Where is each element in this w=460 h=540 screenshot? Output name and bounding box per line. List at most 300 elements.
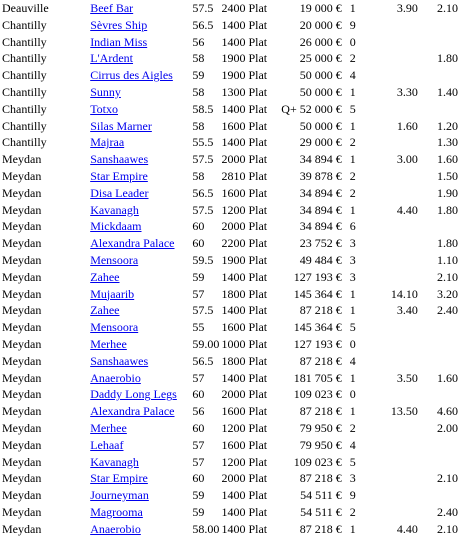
horse-cell — [90, 353, 192, 370]
table-row — [2, 235, 458, 252]
track-cell: Meydan — [2, 353, 42, 368]
rating-cell: 56.5 — [192, 17, 214, 32]
starting-price-cell — [374, 34, 428, 51]
prize-cell: 79 950 € — [299, 437, 342, 452]
horse-cell — [90, 151, 192, 168]
prize-cell: 109 023 € — [293, 387, 342, 402]
rating-cell: 58 — [192, 168, 205, 183]
track-cell: Meydan — [2, 336, 42, 351]
horse-link[interactable]: Kavanagh — [90, 454, 139, 469]
table-row — [2, 67, 458, 84]
distance-cell: 1600 Plat — [221, 320, 268, 335]
table-row — [2, 218, 458, 235]
odds-cell: 1.30 — [437, 135, 458, 150]
position-cell: 1 — [349, 84, 356, 99]
track-cell: Meydan — [2, 320, 42, 335]
distance-cell: 1600 Plat — [221, 437, 268, 452]
rating-cell: 60 — [192, 219, 205, 234]
starting-price-cell — [374, 134, 428, 151]
distance-cell: 1400 Plat — [221, 269, 268, 284]
prize-cell: 23 752 € — [299, 236, 342, 251]
position-cell: 2 — [349, 504, 356, 519]
position-cell: 2 — [349, 420, 356, 435]
position-cell: 1 — [349, 1, 356, 15]
odds-cell: 3.20 — [437, 286, 458, 301]
starting-price-cell — [374, 50, 428, 67]
rating-cell: 57.5 — [192, 202, 214, 217]
prize-cell: 54 511 € — [300, 504, 342, 519]
position-cell: 3 — [349, 269, 356, 284]
starting-price-cell — [374, 67, 428, 84]
distance-cell: 1400 Plat — [221, 101, 268, 116]
odds-cell: 1.60 — [437, 152, 458, 167]
horse-cell — [90, 470, 192, 487]
track-cell: Chantilly — [2, 34, 47, 49]
position-cell: 1 — [349, 202, 356, 217]
table-row — [2, 134, 458, 151]
position-cell: 5 — [349, 101, 356, 116]
position-cell: 5 — [349, 320, 356, 335]
rating-cell: 59 — [192, 504, 205, 519]
prize-cell: 87 218 € — [299, 471, 342, 486]
position-cell: 4 — [349, 437, 356, 452]
prize-cell: 34 894 € — [299, 202, 342, 217]
horse-cell — [90, 101, 192, 118]
horse-link[interactable]: Merhee — [90, 336, 127, 351]
track-cell: Chantilly — [2, 118, 47, 133]
position-cell: 3 — [349, 471, 356, 486]
horse-cell — [90, 185, 192, 202]
horse-link[interactable]: Anaerobio — [90, 521, 141, 536]
horse-link[interactable]: Indian Miss — [90, 34, 148, 49]
position-cell: 1 — [349, 404, 356, 419]
track-cell: Meydan — [2, 437, 42, 452]
track-cell: Meydan — [2, 488, 42, 503]
starting-price-cell — [374, 101, 428, 118]
rating-cell: 58 — [192, 84, 205, 99]
position-cell: 1 — [349, 286, 356, 301]
rating-cell: 59.5 — [192, 252, 214, 267]
odds-cell — [428, 454, 458, 471]
horse-link[interactable]: Zahee — [90, 303, 120, 318]
track-cell: Chantilly — [2, 84, 47, 99]
track-cell: Meydan — [2, 269, 42, 284]
table-row — [2, 252, 458, 269]
prize-cell: 54 511 € — [300, 488, 342, 503]
odds-cell: 2.00 — [437, 420, 458, 435]
track-cell: Chantilly — [2, 68, 47, 83]
rating-cell: 58.5 — [192, 101, 214, 116]
table-row — [2, 17, 458, 34]
horse-cell — [90, 17, 192, 34]
prize-cell: 87 218 € — [299, 303, 342, 318]
horse-link[interactable]: Star Empire — [90, 471, 148, 486]
horse-cell — [90, 269, 192, 286]
distance-cell: 1400 Plat — [221, 34, 268, 49]
starting-price-cell: 4.40 — [396, 521, 418, 536]
horse-cell — [90, 504, 192, 521]
track-cell: Meydan — [2, 252, 42, 267]
starting-price-cell — [374, 252, 428, 269]
distance-cell: 1400 Plat — [221, 17, 268, 32]
table-row — [2, 286, 458, 303]
odds-cell — [428, 487, 458, 504]
prize-cell: 50 000 € — [299, 118, 342, 133]
starting-price-cell — [374, 504, 428, 521]
race-results-table — [2, 0, 458, 538]
rating-cell: 57.5 — [192, 152, 214, 167]
rating-cell: 57 — [192, 437, 205, 452]
horse-cell — [90, 168, 192, 185]
table-row — [2, 34, 458, 51]
track-cell: Deauville — [2, 1, 49, 15]
position-cell: 1 — [349, 118, 356, 133]
rating-cell: 60 — [192, 420, 205, 435]
position-cell: 2 — [349, 51, 356, 66]
prize-cell: 87 218 € — [299, 521, 342, 536]
rating-cell: 57 — [192, 286, 205, 301]
track-cell: Chantilly — [2, 135, 47, 150]
distance-cell: 1800 Plat — [221, 286, 268, 301]
track-cell: Meydan — [2, 370, 42, 385]
distance-cell: 1400 Plat — [221, 135, 268, 150]
distance-cell: 1400 Plat — [221, 521, 268, 536]
starting-price-cell — [374, 269, 428, 286]
rating-cell: 59 — [192, 269, 205, 284]
horse-link[interactable]: Daddy Long Legs — [90, 387, 177, 402]
position-cell: 2 — [349, 185, 356, 200]
starting-price-cell — [374, 168, 428, 185]
table-row — [2, 454, 458, 471]
distance-cell: 1300 Plat — [221, 84, 268, 99]
table-row — [2, 151, 458, 168]
prize-cell: 50 000 € — [299, 68, 342, 83]
position-cell: 2 — [349, 135, 356, 150]
odds-cell — [428, 336, 458, 353]
table-row — [2, 185, 458, 202]
distance-cell: 1000 Plat — [221, 336, 268, 351]
horse-cell — [90, 235, 192, 252]
distance-cell: 2000 Plat — [221, 219, 268, 234]
starting-price-cell — [374, 336, 428, 353]
rating-cell: 55 — [192, 320, 205, 335]
horse-link[interactable]: Sèvres Ship — [90, 17, 148, 32]
table-row — [2, 353, 458, 370]
rating-cell: 58.00 — [192, 521, 220, 536]
horse-link[interactable]: Sunny — [90, 84, 121, 99]
rating-cell: 60 — [192, 236, 205, 251]
horse-link[interactable]: Star Empire — [90, 168, 148, 183]
prize-cell: 19 000 € — [299, 1, 342, 15]
track-cell: Meydan — [2, 521, 42, 536]
track-cell: Meydan — [2, 219, 42, 234]
starting-price-cell — [374, 386, 428, 403]
horse-cell — [90, 34, 192, 51]
table-row — [2, 504, 458, 521]
prize-cell: 20 000 € — [299, 17, 342, 32]
distance-cell: 1200 Plat — [221, 420, 268, 435]
horse-cell — [90, 521, 192, 538]
track-cell: Meydan — [2, 404, 42, 419]
starting-price-cell: 4.40 — [396, 202, 418, 217]
prize-cell: 25 000 € — [299, 51, 342, 66]
horse-cell — [90, 202, 192, 219]
rating-cell: 56 — [192, 34, 205, 49]
track-cell: Meydan — [2, 236, 42, 251]
prize-cell: 79 950 € — [299, 420, 342, 435]
odds-cell: 1.60 — [437, 370, 458, 385]
horse-link[interactable]: Totxo — [90, 101, 119, 116]
distance-cell: 1400 Plat — [221, 504, 268, 519]
rating-cell: 57.5 — [192, 1, 214, 15]
track-cell: Meydan — [2, 286, 42, 301]
starting-price-cell: 3.00 — [396, 152, 418, 167]
table-row — [2, 487, 458, 504]
prize-cell: Q+ 52 000 € — [281, 101, 342, 116]
distance-cell: 1900 Plat — [221, 68, 268, 83]
starting-price-cell — [374, 353, 428, 370]
horse-link[interactable]: Sanshaawes — [90, 152, 149, 167]
horse-link[interactable]: L'Ardent — [90, 51, 134, 66]
table-row — [2, 420, 458, 437]
prize-cell: 87 218 € — [299, 353, 342, 368]
track-cell: Meydan — [2, 303, 42, 318]
starting-price-cell — [374, 17, 428, 34]
horse-cell — [90, 252, 192, 269]
table-row — [2, 202, 458, 219]
race-results-body — [2, 0, 458, 538]
odds-cell: 2.40 — [437, 504, 458, 519]
distance-cell: 1200 Plat — [221, 454, 268, 469]
horse-cell — [90, 118, 192, 135]
distance-cell: 1200 Plat — [221, 202, 268, 217]
horse-link[interactable]: Merhee — [90, 420, 127, 435]
position-cell: 0 — [349, 336, 356, 351]
odds-cell — [428, 437, 458, 454]
horse-link[interactable]: Beef Bar — [90, 1, 134, 15]
position-cell: 0 — [349, 34, 356, 49]
table-row — [2, 403, 458, 420]
table-row — [2, 319, 458, 336]
prize-cell: 181 705 € — [293, 370, 342, 385]
horse-link[interactable]: Cirrus des Aigles — [90, 68, 173, 83]
distance-cell: 1600 Plat — [221, 185, 268, 200]
prize-cell: 145 364 € — [293, 286, 342, 301]
horse-link[interactable]: Sanshaawes — [90, 353, 149, 368]
horse-cell — [90, 67, 192, 84]
horse-cell — [90, 302, 192, 319]
rating-cell: 58 — [192, 118, 205, 133]
horse-link[interactable]: Magrooma — [90, 504, 143, 519]
horse-cell — [90, 386, 192, 403]
starting-price-cell — [374, 420, 428, 437]
track-cell: Chantilly — [2, 51, 47, 66]
odds-cell: 2.40 — [437, 303, 458, 318]
horse-cell — [90, 0, 192, 17]
horse-cell — [90, 218, 192, 235]
prize-cell: 109 023 € — [293, 454, 342, 469]
track-cell: Meydan — [2, 454, 42, 469]
horse-link[interactable]: Silas Marner — [90, 118, 152, 133]
odds-cell — [428, 17, 458, 34]
prize-cell: 127 193 € — [293, 336, 342, 351]
distance-cell: 2200 Plat — [221, 236, 268, 251]
table-row — [2, 370, 458, 387]
prize-cell: 49 484 € — [299, 252, 342, 267]
table-row — [2, 302, 458, 319]
track-cell: Meydan — [2, 202, 42, 217]
odds-cell — [428, 218, 458, 235]
horse-cell — [90, 134, 192, 151]
position-cell: 9 — [349, 17, 356, 32]
horse-link[interactable]: Anaerobio — [90, 370, 141, 385]
starting-price-cell: 14.10 — [390, 286, 418, 301]
horse-link[interactable]: Alexandra Palace — [90, 236, 175, 251]
odds-cell: 1.80 — [437, 51, 458, 66]
odds-cell — [428, 67, 458, 84]
horse-cell — [90, 403, 192, 420]
table-row — [2, 470, 458, 487]
table-row — [2, 101, 458, 118]
odds-cell: 1.40 — [437, 84, 458, 99]
table-row — [2, 168, 458, 185]
starting-price-cell: 13.50 — [390, 404, 418, 419]
table-row — [2, 118, 458, 135]
rating-cell: 56 — [192, 404, 205, 419]
odds-cell: 2.10 — [437, 269, 458, 284]
odds-cell: 2.10 — [437, 521, 458, 536]
rating-cell: 56.5 — [192, 353, 214, 368]
table-row — [2, 50, 458, 67]
position-cell: 9 — [349, 488, 356, 503]
distance-cell: 1600 Plat — [221, 118, 268, 133]
track-cell: Meydan — [2, 185, 42, 200]
starting-price-cell — [374, 235, 428, 252]
horse-link[interactable]: Mickdaam — [90, 219, 142, 234]
odds-cell: 1.80 — [437, 236, 458, 251]
rating-cell: 58 — [192, 51, 205, 66]
rating-cell: 57 — [192, 370, 205, 385]
rating-cell: 57.5 — [192, 303, 214, 318]
distance-cell: 2810 Plat — [221, 168, 268, 183]
track-cell: Chantilly — [2, 101, 47, 116]
starting-price-cell: 3.30 — [396, 84, 418, 99]
starting-price-cell — [374, 218, 428, 235]
odds-cell — [428, 319, 458, 336]
table-row — [2, 0, 458, 17]
distance-cell: 2400 Plat — [221, 1, 268, 15]
odds-cell — [428, 386, 458, 403]
position-cell: 1 — [349, 521, 356, 536]
prize-cell: 127 193 € — [293, 269, 342, 284]
rating-cell: 55.5 — [192, 135, 214, 150]
distance-cell: 1900 Plat — [221, 252, 268, 267]
table-row — [2, 269, 458, 286]
odds-cell — [428, 101, 458, 118]
horse-link[interactable]: Majraa — [90, 135, 125, 150]
distance-cell: 1800 Plat — [221, 353, 268, 368]
odds-cell — [428, 353, 458, 370]
horse-link[interactable]: Journeyman — [90, 488, 149, 503]
horse-link[interactable]: Kavanagh — [90, 202, 139, 217]
starting-price-cell: 3.40 — [396, 303, 418, 318]
odds-cell: 1.90 — [437, 185, 458, 200]
position-cell: 0 — [349, 387, 356, 402]
position-cell: 6 — [349, 219, 356, 234]
distance-cell: 2000 Plat — [221, 152, 268, 167]
rating-cell: 60 — [192, 387, 205, 402]
starting-price-cell: 3.50 — [396, 370, 418, 385]
prize-cell: 34 894 € — [299, 185, 342, 200]
rating-cell: 60 — [192, 471, 205, 486]
horse-link[interactable]: Disa Leader — [90, 185, 149, 200]
horse-cell — [90, 319, 192, 336]
rating-cell: 59 — [192, 68, 205, 83]
position-cell: 4 — [349, 353, 356, 368]
horse-cell — [90, 370, 192, 387]
odds-cell: 4.60 — [437, 404, 458, 419]
horse-link[interactable]: Mujaarib — [90, 286, 135, 301]
rating-cell: 59 — [192, 488, 205, 503]
rating-cell: 56.5 — [192, 185, 214, 200]
odds-cell: 2.10 — [437, 471, 458, 486]
distance-cell: 2000 Plat — [221, 387, 268, 402]
horse-link[interactable]: Mensoora — [90, 320, 139, 335]
prize-cell: 34 894 € — [299, 219, 342, 234]
prize-cell: 87 218 € — [299, 404, 342, 419]
horse-cell — [90, 437, 192, 454]
horse-link[interactable]: Lehaaf — [90, 437, 124, 452]
horse-cell — [90, 336, 192, 353]
horse-cell — [90, 420, 192, 437]
track-cell: Meydan — [2, 504, 42, 519]
distance-cell: 1900 Plat — [221, 51, 268, 66]
starting-price-cell — [374, 319, 428, 336]
odds-cell: 1.10 — [437, 252, 458, 267]
position-cell: 1 — [349, 303, 356, 318]
table-row — [2, 336, 458, 353]
table-row — [2, 386, 458, 403]
prize-cell: 26 000 € — [299, 34, 342, 49]
odds-cell: 2.10 — [437, 1, 458, 15]
starting-price-cell — [374, 454, 428, 471]
position-cell: 4 — [349, 68, 356, 83]
horse-link[interactable]: Zahee — [90, 269, 120, 284]
table-row — [2, 437, 458, 454]
starting-price-cell — [374, 487, 428, 504]
prize-cell: 29 000 € — [299, 135, 342, 150]
position-cell: 1 — [349, 370, 356, 385]
position-cell: 5 — [349, 454, 356, 469]
horse-link[interactable]: Alexandra Palace — [90, 404, 175, 419]
track-cell: Meydan — [2, 420, 42, 435]
odds-cell: 1.50 — [437, 168, 458, 183]
distance-cell: 2000 Plat — [221, 471, 268, 486]
starting-price-cell: 3.90 — [396, 1, 418, 15]
track-cell: Meydan — [2, 387, 42, 402]
odds-cell — [428, 34, 458, 51]
rating-cell: 57 — [192, 454, 205, 469]
odds-cell: 1.80 — [437, 202, 458, 217]
starting-price-cell — [374, 185, 428, 202]
rating-cell: 59.00 — [192, 336, 220, 351]
position-cell: 3 — [349, 236, 356, 251]
starting-price-cell — [374, 470, 428, 487]
horse-cell — [90, 487, 192, 504]
horse-link[interactable]: Mensoora — [90, 252, 139, 267]
prize-cell: 145 364 € — [293, 320, 342, 335]
prize-cell: 34 894 € — [299, 152, 342, 167]
